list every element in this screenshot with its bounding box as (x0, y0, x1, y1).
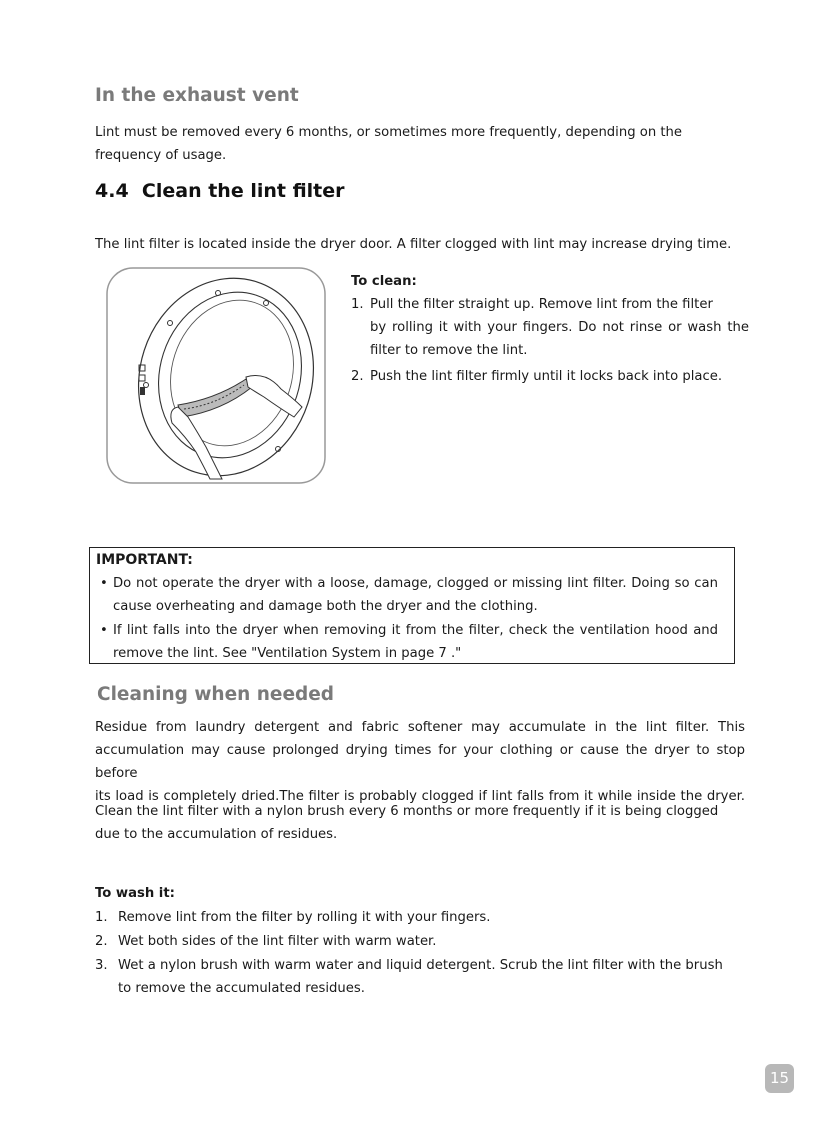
bullet-line: cause overheating and damage both the dryer and the clothing. (113, 599, 538, 614)
important-box (89, 547, 735, 664)
step-line: Wet a nylon brush with warm water and liquid detergent. Scrub the lint filter with the brush (118, 958, 723, 973)
step-line: filter to remove the lint. (370, 343, 528, 358)
step-number: 1. (95, 910, 108, 925)
heading-cleaning-when-needed: Cleaning when needed (97, 684, 335, 705)
to-clean-step-1 (351, 293, 749, 362)
cleaning-paragraph-2 (95, 800, 745, 846)
exhaust-text-line2: frequency of usage. (95, 148, 227, 163)
intro-text: The lint filter is located inside the dryer door. A filter clogged with lint may increase drying time. (95, 237, 732, 252)
to-wash-step-1 (95, 906, 735, 929)
bullet-line: remove the lint. See "Ventilation System in page 7 ." (113, 646, 462, 661)
dryer-door-illustration (106, 267, 326, 484)
step-line: Pull the filter straight up. Remove lint from the filter (370, 297, 713, 312)
important-bullet-1 (96, 572, 718, 618)
step-line: Remove lint from the filter by rolling it with your fingers. (118, 910, 491, 925)
step-line: by rolling it with your fingers. Do not rinse or wash the (370, 320, 749, 335)
paragraph-line: accumulation may cause prolonged drying times for your clothing or cause the dryer to stop before (95, 743, 745, 781)
paragraph-line: Clean the lint filter with a nylon brush every 6 months or more frequently if it is being clogged (95, 804, 719, 819)
to-clean-step-2 (351, 365, 749, 388)
paragraph-line: Residue from laundry detergent and fabric softener may accumulate in the lint filter. This (95, 720, 745, 735)
to-wash-step-2 (95, 930, 735, 953)
paragraph-line: due to the accumulation of residues. (95, 827, 338, 842)
step-number: 3. (95, 958, 108, 973)
to-wash-step-3 (95, 954, 735, 1000)
to-wash-label: To wash it: (95, 886, 175, 901)
important-bullet-2 (96, 619, 718, 665)
step-line: Wet both sides of the lint filter with warm water. (118, 934, 437, 949)
section-number: 4.4 (95, 180, 129, 202)
step-number: 2. (351, 369, 364, 384)
step-line: to remove the accumulated residues. (118, 981, 365, 996)
step-number: 2. (95, 934, 108, 949)
step-line: Push the lint filter firmly until it locks back into place. (370, 369, 723, 384)
bullet-dot: • (100, 576, 108, 591)
exhaust-text-line1: Lint must be removed every 6 months, or sometimes more frequently, depending on the (95, 125, 683, 140)
page-number: 15 (765, 1064, 794, 1093)
to-clean-label: To clean: (351, 274, 417, 289)
heading-exhaust-vent: In the exhaust vent (95, 85, 299, 106)
section-title (95, 180, 345, 202)
bullet-line: Do not operate the dryer with a loose, damage, clogged or missing lint filter. Doing so can (113, 576, 718, 591)
bullet-line: If lint falls into the dryer when removing it from the filter, check the ventilation hood and (113, 623, 718, 638)
paragraph-line: its load is completely dried.The filter is probably clogged if lint falls from it while inside the dryer. (95, 789, 745, 804)
cleaning-paragraph-1 (95, 716, 745, 808)
section-title-text: Clean the lint filter (141, 180, 345, 202)
bullet-dot: • (100, 623, 108, 638)
important-title: IMPORTANT: (96, 552, 193, 568)
step-number: 1. (351, 297, 364, 312)
